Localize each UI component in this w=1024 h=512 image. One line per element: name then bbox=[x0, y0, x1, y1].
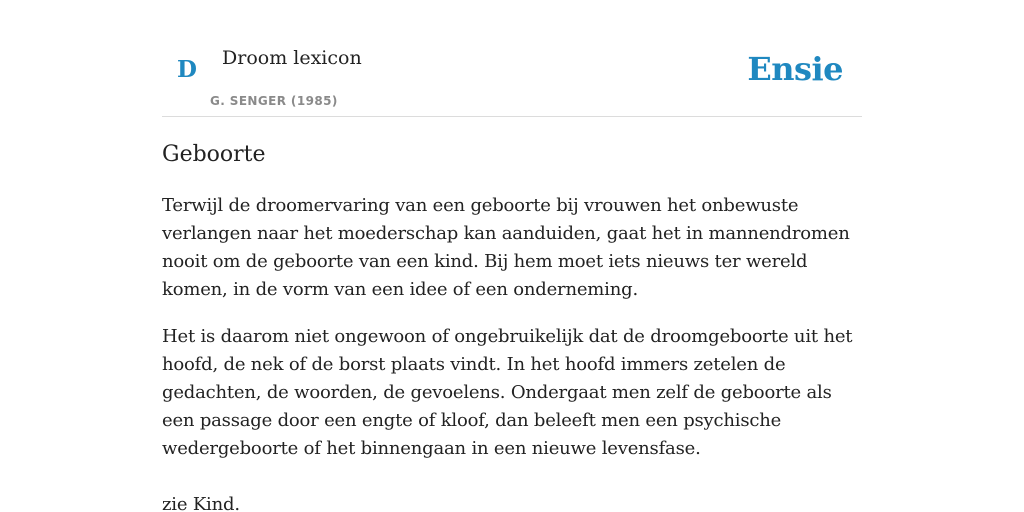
entry-content bbox=[162, 136, 862, 512]
entry-title: Geboorte bbox=[162, 142, 266, 167]
see-also-link[interactable]: zie Kind. bbox=[162, 494, 240, 512]
book-title[interactable]: Droom lexicon bbox=[222, 47, 362, 69]
book-author: G. SENGER (1985) bbox=[210, 94, 338, 108]
letter-badge[interactable]: D bbox=[177, 56, 197, 83]
entry-paragraph-1: Terwijl de droomervaring van een geboorte bij vrouwen het onbewuste verlangen naar het moederschap kan aanduiden, gaat het in mannendromen nooit om de geboorte van een kind. Bij hem moet iets nieuws ter wereld komen, in de vorm van een idee of een onderneming. bbox=[162, 195, 850, 300]
brand-logo[interactable]: Ensie bbox=[747, 50, 843, 88]
entry-paragraph-2: Het is daarom niet ongewoon of ongebruikelijk dat de droomgeboorte uit het hoofd, de nek of de borst plaats vindt. In het hoofd immers zetelen de gedachten, de woorden, de gevoelens. Ondergaat men zelf de geboorte als een passage door een engte of kloof, dan beleeft men een psychische wedergeboorte of het binnengaan in een nieuwe levensfase. bbox=[162, 326, 853, 459]
header bbox=[162, 0, 862, 117]
